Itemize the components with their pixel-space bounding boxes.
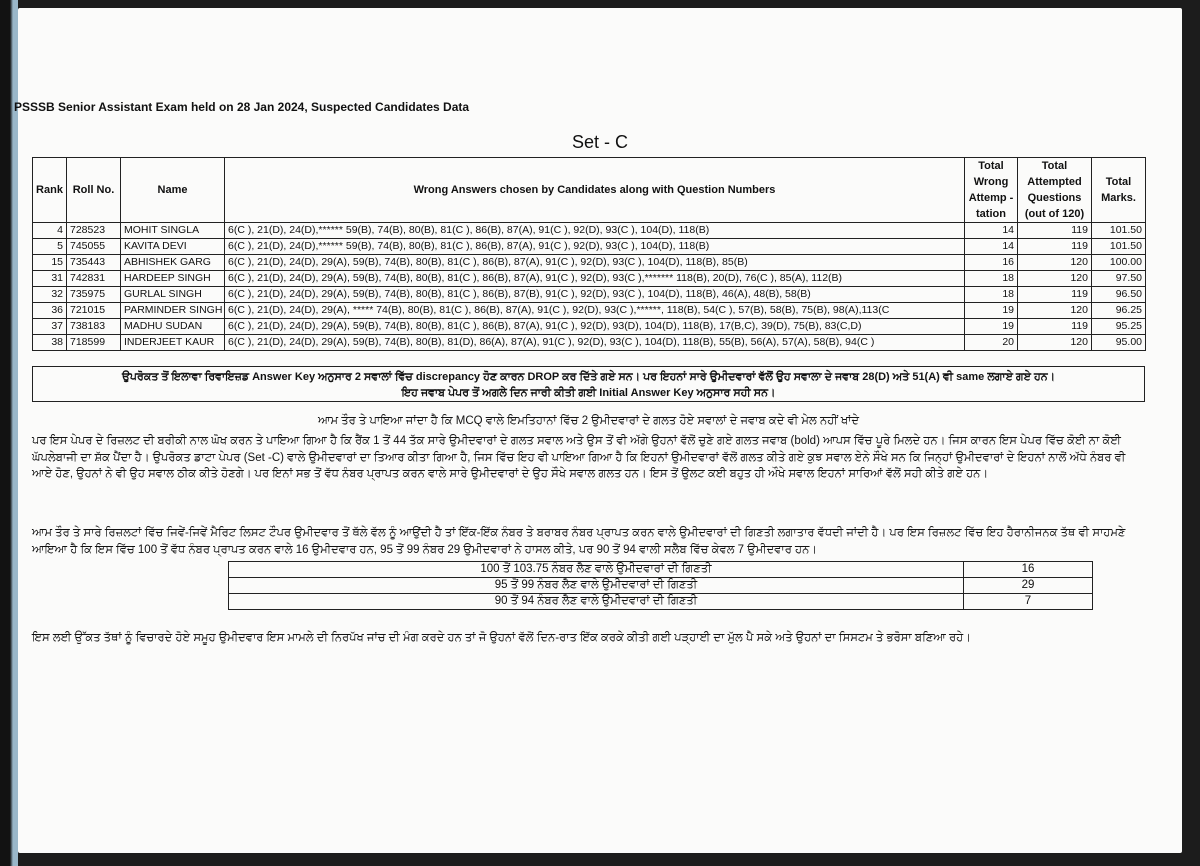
note-line-2: ਇਹ ਜਵਾਬ ਪੇਪਰ ਤੋਂ ਅਗਲੇ ਦਿਨ ਜਾਰੀ ਕੀਤੀ ਗਈ Initial Answer Key ਅਨੁਸਾਰ ਸਹੀ ਸਨ। [401, 387, 776, 399]
table-row [33, 255, 1146, 271]
table-row [33, 319, 1146, 335]
marks-cell: 95.25 [1092, 319, 1146, 335]
rank-cell: 38 [33, 335, 67, 351]
name-cell: KAVITA DEVI [121, 239, 225, 255]
document-title: PSSSB Senior Assistant Exam held on 28 Jan 2024, Suspected Candidates Data [14, 100, 470, 114]
wrong-count-cell: 18 [965, 271, 1018, 287]
marks-range-count-table [228, 561, 1093, 610]
attempted-cell: 119 [1018, 223, 1092, 239]
attempted-cell: 120 [1018, 303, 1092, 319]
range-label-cell: 95 ਤੋਂ 99 ਨੰਬਰ ਲੈਣ ਵਾਲੇ ਉਮੀਦਵਾਰਾਂ ਦੀ ਗਿਣਤੀ [229, 578, 964, 594]
rank-header: Rank [33, 158, 67, 223]
name-cell: MADHU SUDAN [121, 319, 225, 335]
rank-cell: 31 [33, 271, 67, 287]
roll-header: Roll No. [67, 158, 121, 223]
answers-cell: 6(C ), 21(D), 24(D),****** 59(B), 74(B), 80(B), 81(C ), 86(B), 87(A), 91(C ), 92(D), 93(C ), 104(D), 118(B) [225, 239, 965, 255]
discrepancy-note [32, 366, 1145, 402]
rank-cell: 37 [33, 319, 67, 335]
attempted-cell: 119 [1018, 287, 1092, 303]
roll-cell: 721015 [67, 303, 121, 319]
wrong-count-cell: 19 [965, 303, 1018, 319]
answers-cell: 6(C ), 21(D), 24(D), 29(A), 59(B), 74(B), 80(B), 81(C ), 86(B), 87(A), 91(C ), 92(D), 93(C ),******* 118(B), 20(D), 76(C ), 85(A), 112(B) [225, 271, 965, 287]
rank-cell: 36 [33, 303, 67, 319]
rank-cell: 4 [33, 223, 67, 239]
marks-cell: 96.50 [1092, 287, 1146, 303]
paragraph-2-body: ਆਮ ਤੌਰ ਤੇ ਸਾਰੇ ਰਿਜ਼ਲਟਾਂ ਵਿੱਚ ਜਿਵੇਂ-ਜਿਵੇਂ ਮੈਰਿਟ ਲਿਸਟ ਟੌਪਰ ਉਮੀਦਵਾਰ ਤੋਂ ਥੱਲੇ ਵੱਲ ਨੂੰ ਆਉਂਦੀ ਹੈ ਤਾਂ ਇੱਕ-ਇੱਕ ਨੰਬਰ ਤੇ ਬਰਾਬਰ ਨੰਬਰ ਪ੍ਰਾਪਤ ਕਰਨ ਵਾਲੇ ਉਮੀਦਵਾਰਾਂ ਦੀ ਗਿਣਤੀ ਲਗਾਤਾਰ ਵੱਧਦੀ ਜਾਂਦੀ ਹੈ। ਪਰ ਇਸ ਰਿਜ਼ਲਟ ਵਿੱਚ ਇਹ ਹੈਰਾਨੀਜਨਕ ਤੱਥ ਵੀ ਸਾਹਮਣੇ ਆਇਆ ਹੈ ਕਿ ਇਸ ਵਿੱਚ 100 ਤੋਂ ਵੱਧ ਨੰਬਰ ਪ੍ਰਾਪਤ ਕਰਨ ਵਾਲੇ 16 ਉਮੀਦਵਾਰ ਹਨ, 95 ਤੋਂ 99 ਨੰਬਰ 29 ਉਮੀਦਵਾਰਾਂ ਨੇ ਹਾਸਲ ਕੀਤੇ, ਪਰ 90 ਤੋਂ 94 ਵਾਲੀ ਸਲੈਬ ਵਿੱਚ ਕੇਵਲ 7 ਉਮੀਦਵਾਰ ਹਨ। [32, 527, 1126, 556]
wrong-count-cell: 14 [965, 223, 1018, 239]
attempted-cell: 120 [1018, 271, 1092, 287]
table-row [33, 271, 1146, 287]
name-cell: ABHISHEK GARG [121, 255, 225, 271]
marks-cell: 101.50 [1092, 239, 1146, 255]
table-row [33, 303, 1146, 319]
wrong-count-cell: 19 [965, 319, 1018, 335]
roll-cell: 718599 [67, 335, 121, 351]
wrong-answers-header: Wrong Answers chosen by Candidates along with Question Numbers [225, 158, 965, 223]
table-header-row [33, 158, 1146, 223]
wrong-count-cell: 16 [965, 255, 1018, 271]
paragraph-1-heading: ਆਮ ਤੌਰ ਤੇ ਪਾਇਆ ਜਾਂਦਾ ਹੈ ਕਿ MCQ ਵਾਲੇ ਇਮਤਿਹਾਨਾਂ ਵਿੱਚ 2 ਉਮੀਦਵਾਰਾਂ ਦੇ ਗਲਤ ਹੋਏ ਸਵਾਲਾਂ ਦੇ ਜਵਾਬ ਕਦੇ ਵੀ ਮੇਲ ਨਹੀਂ ਖਾਂਦੇ [317, 415, 860, 427]
range-count-cell: 29 [964, 578, 1093, 594]
set-title: Set - C [571, 132, 628, 152]
marks-cell: 97.50 [1092, 271, 1146, 287]
name-header: Name [121, 158, 225, 223]
name-cell: MOHIT SINGLA [121, 223, 225, 239]
marks-cell: 96.25 [1092, 303, 1146, 319]
roll-cell: 742831 [67, 271, 121, 287]
name-cell: GURLAL SINGH [121, 287, 225, 303]
attempted-cell: 120 [1018, 255, 1092, 271]
answers-cell: 6(C ), 21(D), 24(D), 29(A), 59(B), 74(B), 80(B), 81(C ), 86(B), 87(A), 91(C ), 92(D), 93(C ), 104(D), 118(B), 85(B) [225, 255, 965, 271]
table-row [33, 335, 1146, 351]
attempted-cell: 119 [1018, 239, 1092, 255]
table-row [33, 223, 1146, 239]
marks-cell: 100.00 [1092, 255, 1146, 271]
note-line-1: ਉਪਰੋਕਤ ਤੋਂ ਇਲਾਵਾ ਰਿਵਾਇਜ਼ਡ Answer Key ਅਨੁਸਾਰ 2 ਸਵਾਲਾਂ ਵਿੱਚ discrepancy ਹੋਣ ਕਾਰਨ DROP ਕਰ ਦਿੱਤੇ ਗਏ ਸਨ। ਪਰ ਇਹਨਾਂ ਸਾਰੇ ਉਮੀਦਵਾਰਾਂ ਵੱਲੋਂ ਉਹ ਸਵਾਲਾ ਦੇ ਜਵਾਬ 28(D) ਅਤੇ 51(A) ਵੀ same ਲਗਾਏ ਗਏ ਹਨ। [121, 371, 1056, 383]
answers-cell: 6(C ), 21(D), 24(D), 29(A), ***** 74(B), 80(B), 81(C ), 86(B), 87(A), 91(C ), 92(D), 93(C ),******, 118(B), 54(C ), 57(B), 58(B), 75(B), 98(A),113(C [225, 303, 965, 319]
name-cell: INDERJEET KAUR [121, 335, 225, 351]
rank-cell: 32 [33, 287, 67, 303]
roll-cell: 738183 [67, 319, 121, 335]
left-edge-strip [0, 0, 18, 866]
answers-cell: 6(C ), 21(D), 24(D), 29(A), 59(B), 74(B), 80(B), 81(C ), 86(B), 87(A), 91(C ), 92(D), 93(D), 104(D), 118(B), 17(B,C), 39(D), 75(B), 83(C,D) [225, 319, 965, 335]
range-label-cell: 90 ਤੋਂ 94 ਨੰਬਰ ਲੈਣ ਵਾਲੇ ਉਮੀਦਵਾਰਾਂ ਦੀ ਗਿਣਤੀ [229, 594, 964, 610]
range-label-cell: 100 ਤੋਂ 103.75 ਨੰਬਰ ਲੈਣ ਵਾਲੇ ਉਮੀਦਵਾਰਾਂ ਦੀ ਗਿਣਤੀ [229, 562, 964, 578]
answers-cell: 6(C ), 21(D), 24(D), 29(A), 59(B), 74(B), 80(B), 81(D), 86(A), 87(A), 91(C ), 92(D), 93(C ), 104(D), 118(B), 55(B), 56(A), 57(A), 58(B), 94(C ) [225, 335, 965, 351]
table-row [229, 562, 1093, 578]
marks-cell: 101.50 [1092, 223, 1146, 239]
total-wrong-header: Total Wrong Attemp -tation [965, 158, 1018, 223]
rank-cell: 5 [33, 239, 67, 255]
table-row [33, 287, 1146, 303]
roll-cell: 728523 [67, 223, 121, 239]
marks-cell: 95.00 [1092, 335, 1146, 351]
candidates-table [32, 157, 1146, 351]
answers-cell: 6(C ), 21(D), 24(D), 29(A), 59(B), 74(B), 80(B), 81(C ), 86(B), 87(B), 91(C ), 92(D), 93(C ), 104(D), 118(B), 46(A), 48(B), 58(B) [225, 287, 965, 303]
attempted-cell: 119 [1018, 319, 1092, 335]
range-count-cell: 16 [964, 562, 1093, 578]
rank-cell: 15 [33, 255, 67, 271]
wrong-count-cell: 14 [965, 239, 1018, 255]
answers-cell: 6(C ), 21(D), 24(D),****** 59(B), 74(B), 80(B), 81(C ), 86(B), 87(A), 91(C ), 92(D), 93(C ), 104(D), 118(B) [225, 223, 965, 239]
table-row [229, 594, 1093, 610]
range-count-cell: 7 [964, 594, 1093, 610]
name-cell: HARDEEP SINGH [121, 271, 225, 287]
roll-cell: 745055 [67, 239, 121, 255]
name-cell: PARMINDER SINGH [121, 303, 225, 319]
attempted-cell: 120 [1018, 335, 1092, 351]
paragraph-3-body: ਇਸ ਲਈ ਉੱਕਤ ਤੱਥਾਂ ਨੂੰ ਵਿਚਾਰਦੇ ਹੋਏ ਸਮੂਹ ਉਮੀਦਵਾਰ ਇਸ ਮਾਮਲੇ ਦੀ ਨਿਰਪੱਖ ਜਾਂਚ ਦੀ ਮੰਗ ਕਰਦੇ ਹਨ ਤਾਂ ਜੋ ਉਹਨਾਂ ਵੱਲੋਂ ਦਿਨ-ਰਾਤ ਇੱਕ ਕਰਕੇ ਕੀਤੀ ਗਈ ਪੜ੍ਹਾਈ ਦਾ ਮੁੱਲ ਪੈ ਸਕੇ ਅਤੇ ਉਹਨਾਂ ਦਾ ਸਿਸਟਮ ਤੇ ਭਰੋਸਾ ਬਣਿਆ ਰਹੇ। [32, 632, 971, 644]
total-marks-header: Total Marks. [1092, 158, 1146, 223]
roll-cell: 735443 [67, 255, 121, 271]
wrong-count-cell: 20 [965, 335, 1018, 351]
paragraph-1-body: ਪਰ ਇਸ ਪੇਪਰ ਦੇ ਰਿਜ਼ਲਟ ਦੀ ਬਰੀਕੀ ਨਾਲ ਘੋਖ ਕਰਨ ਤੇ ਪਾਇਆ ਗਿਆ ਹੈ ਕਿ ਰੈਂਕ 1 ਤੋਂ 44 ਤੱਕ ਸਾਰੇ ਉਮੀਦਵਾਰਾਂ ਦੇ ਗਲਤ ਸਵਾਲ ਅਤੇ ਉਸ ਤੋਂ ਵੀ ਅੱਗੇ ਉਹਨਾਂ ਵੱਲੋਂ ਚੁਣੇ ਗਏ ਗਲਤ ਜਵਾਬ (bold) ਆਪਸ ਵਿੱਚ ਪੂਰੇ ਮਿਲਦੇ ਹਨ। ਜਿਸ ਕਾਰਨ ਇਸ ਪੇਪਰ ਵਿੱਚ ਕੋਈ ਨਾ ਕੋਈ ਘੱਪਲੇਬਾਜੀ ਦਾ ਸ਼ੱਕ ਪੈਂਦਾ ਹੈ। ਉਪਰੋਕਤ ਡਾਟਾ ਪੇਪਰ (Set -C) ਵਾਲੇ ਉਮੀਦਵਾਰਾਂ ਦਾ ਤਿਆਰ ਕੀਤਾ ਗਿਆ ਹੈ, ਜਿਸ ਵਿੱਚ ਇਹ ਵੀ ਪਾਇਆ ਗਿਆ ਹੈ ਕਿ ਇਹਨਾਂ ਉਮੀਦਵਾਰਾਂ ਵੱਲੋਂ ਗਲਤ ਕੀਤੇ ਗਏ ਕੁਝ ਸਵਾਲ ਏਨੇ ਸੌਖੇ ਸਨ ਕਿ ਜਿਨ੍ਹਾਂ ਉਮੀਦਵਾਰਾਂ ਦੇ ਇਹਨਾਂ ਨਾਲੋਂ ਅੱਧੇ ਨੰਬਰ ਵੀ ਆਏ ਹੋਣ, ਉਹਨਾਂ ਨੇ ਵੀ ਉਹ ਸਵਾਲ ਠੀਕ ਕੀਤੇ ਹੋਣਗੇ। ਪਰ ਇਨਾਂ ਸਭ ਤੋਂ ਵੱਧ ਨੰਬਰ ਪ੍ਰਾਪਤ ਕਰਨ ਵਾਲੇ ਸਾਰੇ ਉਮੀਦਵਾਰਾਂ ਦੇ ਉਹ ਸੌਖੇ ਸਵਾਲ ਗਲਤ ਹਨ। ਇਸ ਤੋਂ ਉਲਟ ਕਈ ਬਹੁਤ ਹੀ ਔਖੇ ਸਵਾਲ ਇਹਨਾਂ ਸਾਰਿਆਂ ਵੱਲੋਂ ਸਹੀ ਕੀਤੇ ਗਏ ਹਨ। [32, 435, 1126, 480]
total-attempted-header: Total Attempted Questions (out of 120) [1018, 158, 1092, 223]
roll-cell: 735975 [67, 287, 121, 303]
wrong-count-cell: 18 [965, 287, 1018, 303]
table-row [33, 239, 1146, 255]
table-row [229, 578, 1093, 594]
